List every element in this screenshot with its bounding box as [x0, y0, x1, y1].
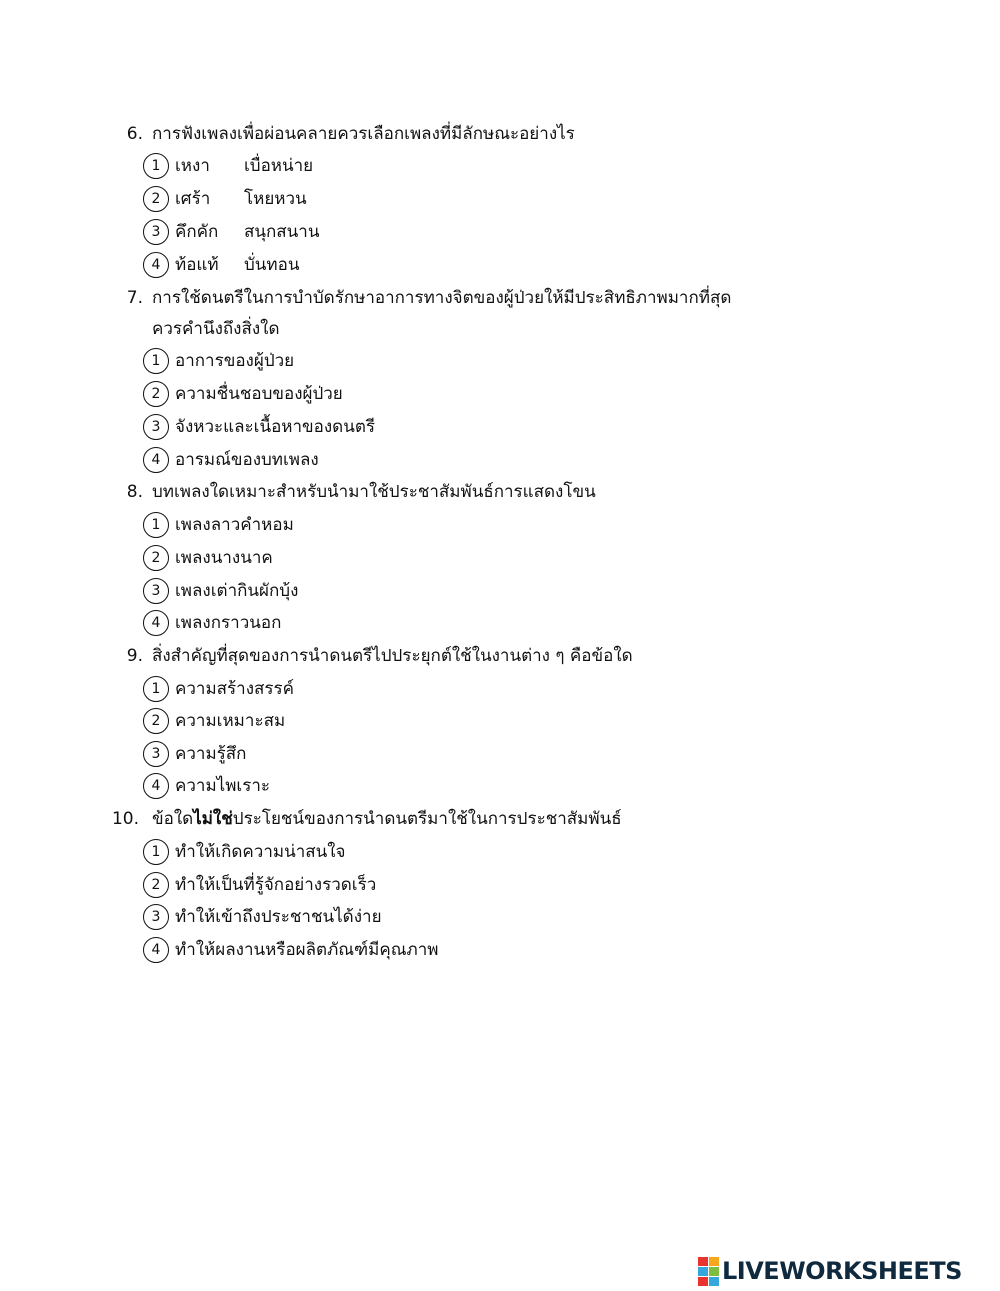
- option-text: ความเหมาะสม: [175, 711, 286, 731]
- question-text-pre: ข้อใด: [152, 809, 194, 829]
- option-text: จังหวะและเนื้อหาของดนตรี: [175, 417, 376, 437]
- option-number-circle: 3: [143, 741, 169, 767]
- option-number-circle: 1: [143, 348, 169, 374]
- option-text: เพลงกราวนอก: [175, 613, 282, 633]
- option-text: อารมณ์ของบทเพลง: [175, 450, 319, 470]
- option-text: ทำให้เป็นที่รู้จักอย่างรวดเร็ว: [175, 875, 377, 895]
- option-number-circle: 1: [143, 153, 169, 179]
- logo-tile: [698, 1267, 708, 1276]
- option-text: อาการของผู้ป่วย: [175, 351, 295, 371]
- option-number-circle: 1: [143, 676, 169, 702]
- logo-tile: [698, 1277, 708, 1286]
- question-number: 9.: [126, 646, 143, 666]
- option-number-circle: 2: [143, 186, 169, 212]
- option-text: เหงา: [175, 156, 210, 176]
- option-number-circle: 3: [143, 904, 169, 930]
- option-number-circle: 4: [143, 252, 169, 278]
- option-text: ความไพเราะ: [175, 776, 271, 796]
- option-text-secondary: เบื่อหน่าย: [244, 156, 314, 176]
- option-number-circle: 4: [143, 773, 169, 799]
- question-number: 8.: [126, 482, 143, 502]
- question-text: การใช้ดนตรีในการบำบัดรักษาอาการทางจิตของผู้ป่วยให้มีประสิทธิภาพมากที่สุด: [152, 288, 732, 308]
- option-text: ทำให้ผลงานหรือผลิตภัณฑ์มีคุณภาพ: [175, 940, 439, 960]
- option-text: ท้อแท้: [175, 255, 219, 275]
- question-text: การฟังเพลงเพื่อผ่อนคลายควรเลือกเพลงที่มีลักษณะอย่างไร: [152, 124, 575, 144]
- option-number-circle: 4: [143, 447, 169, 473]
- option-number-circle: 4: [143, 610, 169, 636]
- question-text: บทเพลงใดเหมาะสำหรับนำมาใช้ประชาสัมพันธ์การแสดงโขน: [152, 482, 596, 502]
- option-number-circle: 1: [143, 839, 169, 865]
- question-number: 6.: [126, 124, 143, 144]
- question-text: สิ่งสำคัญที่สุดของการนำดนตรีไปประยุกต์ใช้ในงานต่าง ๆ คือข้อใด: [152, 646, 633, 666]
- option-text: เศร้า: [175, 189, 211, 209]
- option-text: เพลงเต่ากินผักบุ้ง: [175, 581, 299, 601]
- option-number-circle: 1: [143, 512, 169, 538]
- question-text-emphasis: ไม่ใช่: [193, 809, 233, 829]
- option-text: เพลงนางนาค: [175, 548, 273, 568]
- option-number-circle: 3: [143, 219, 169, 245]
- logo-tile: [709, 1267, 719, 1276]
- option-text-secondary: โหยหวน: [244, 189, 307, 209]
- option-text-secondary: บั่นทอน: [244, 255, 300, 275]
- logo-mark-icon: [698, 1257, 719, 1286]
- question-text-post: ประโยชน์ของการนำดนตรีมาใช้ในการประชาสัมพันธ์: [232, 809, 622, 829]
- option-text: ทำให้เข้าถึงประชาชนได้ง่าย: [175, 907, 382, 927]
- option-number-circle: 2: [143, 545, 169, 571]
- option-number-circle: 2: [143, 381, 169, 407]
- option-text: คึกคัก: [175, 222, 219, 242]
- question-text: [152, 808, 622, 830]
- question-number: 10.: [111, 809, 139, 829]
- logo-tile: [698, 1257, 708, 1266]
- option-text: เพลงลาวคำหอม: [175, 515, 294, 535]
- option-text: ความชื่นชอบของผู้ป่วย: [175, 384, 343, 404]
- brand-name: LIVEWORKSHEETS: [722, 1257, 962, 1285]
- option-number-circle: 3: [143, 578, 169, 604]
- question-text-continued: ควรคำนึงถึงสิ่งใด: [152, 319, 280, 339]
- option-number-circle: 3: [143, 414, 169, 440]
- option-number-circle: 2: [143, 872, 169, 898]
- liveworksheets-logo: [698, 1257, 962, 1285]
- logo-tile: [709, 1277, 719, 1286]
- option-text: ทำให้เกิดความน่าสนใจ: [175, 842, 346, 862]
- option-text: ความรู้สึก: [175, 744, 247, 764]
- logo-tile: [709, 1257, 719, 1266]
- option-text: ความสร้างสรรค์: [175, 679, 295, 699]
- option-number-circle: 2: [143, 708, 169, 734]
- option-number-circle: 4: [143, 937, 169, 963]
- question-number: 7.: [126, 288, 143, 308]
- option-text-secondary: สนุกสนาน: [244, 222, 320, 242]
